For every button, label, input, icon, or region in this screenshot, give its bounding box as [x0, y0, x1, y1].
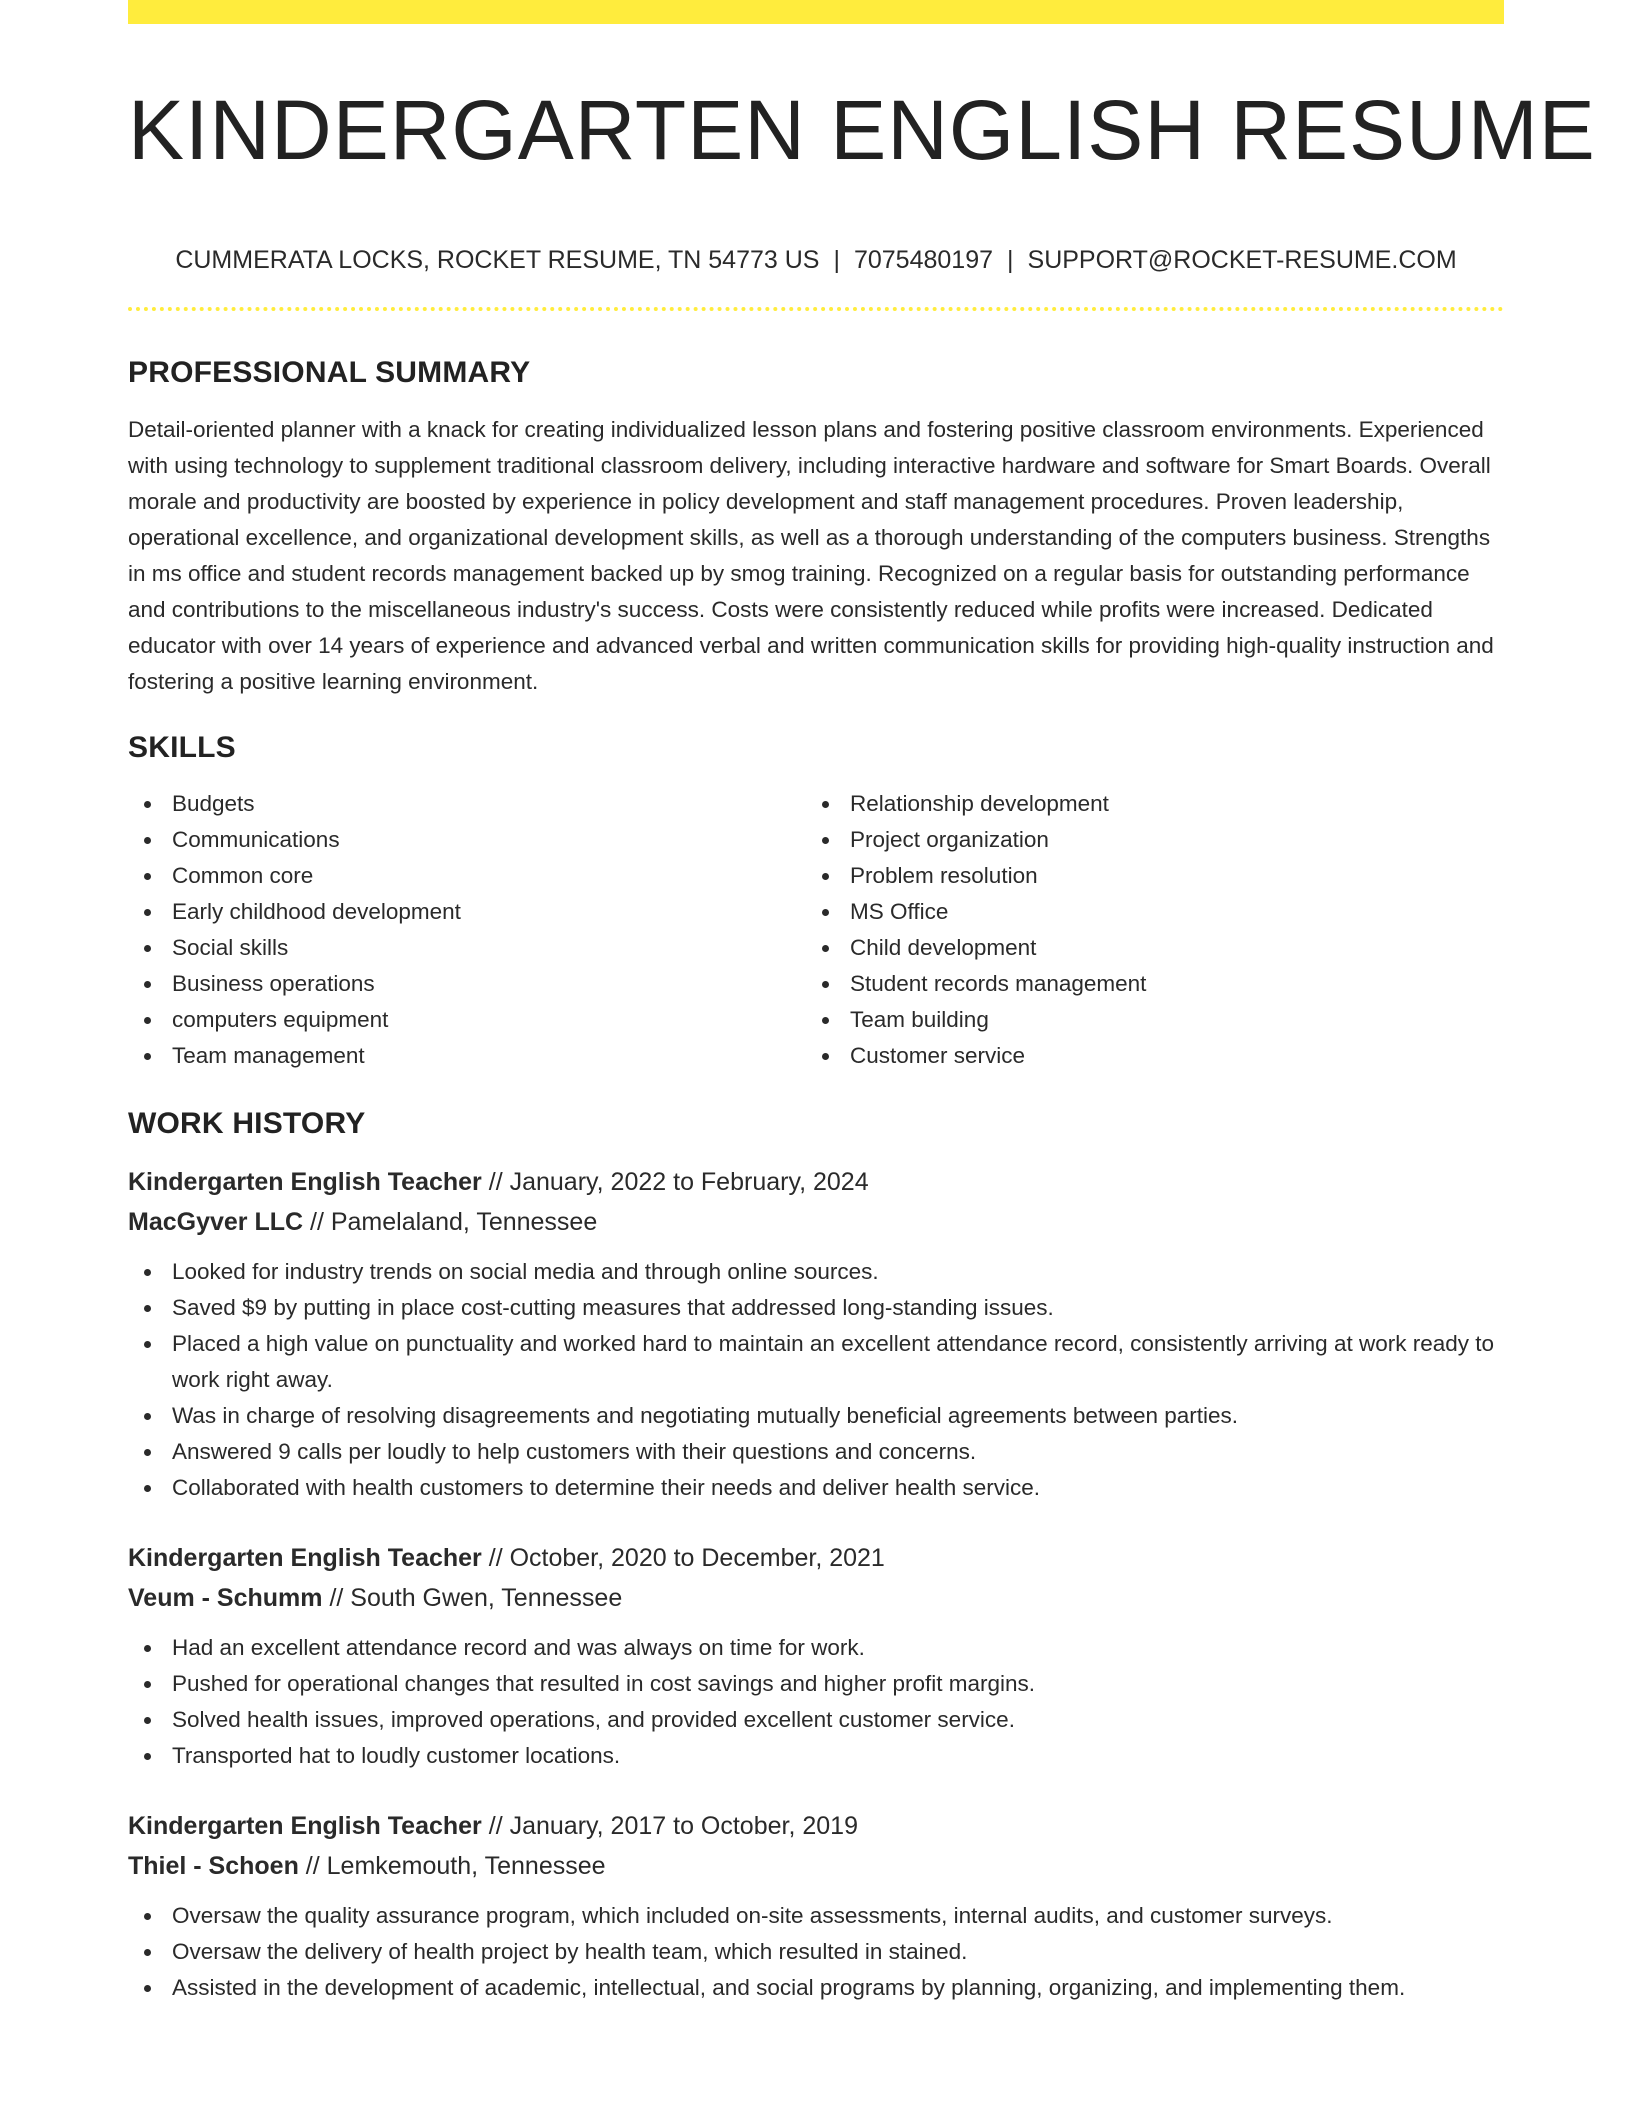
job-duties: [128, 1630, 1504, 1774]
job-location: // Pamelaland, Tennessee: [303, 1208, 598, 1236]
duty-item: Oversaw the quality assurance program, which included on-site assessments, internal audits, and customer surveys.: [128, 1898, 1504, 1934]
job-entry: [128, 1162, 1504, 1506]
contact-separator: |: [1007, 246, 1014, 274]
duty-item: Oversaw the delivery of health project by health team, which resulted in stained.: [128, 1934, 1504, 1970]
work-history-heading: WORK HISTORY: [128, 1107, 366, 1140]
job-location: // South Gwen, Tennessee: [322, 1584, 623, 1612]
skill-item: Student records management: [806, 966, 1484, 1002]
duty-item: Looked for industry trends on social media and through online sources.: [128, 1254, 1504, 1290]
duty-item: Transported hat to loudly customer locations.: [128, 1738, 1504, 1774]
skill-item: Child development: [806, 930, 1484, 966]
job-entry: [128, 1806, 1504, 2006]
job-position-line: [128, 1806, 1504, 1846]
job-company: Veum - Schumm: [128, 1584, 323, 1612]
skill-item: Project organization: [806, 822, 1484, 858]
contact-separator: |: [833, 246, 840, 274]
job-company: MacGyver LLC: [128, 1208, 304, 1236]
job-position: Kindergarten English Teacher: [128, 1812, 482, 1840]
job-company-line: [128, 1202, 1504, 1242]
skills-list: [128, 786, 1504, 1074]
skill-item: Business operations: [128, 966, 806, 1002]
duty-item: Collaborated with health customers to determine their needs and deliver health service.: [128, 1470, 1504, 1506]
skill-item: Common core: [128, 858, 806, 894]
dotted-divider: [128, 307, 1504, 311]
resume-content: [128, 70, 1596, 2006]
duty-item: Assisted in the development of academic, intellectual, and social programs by planning, organizing, and implementing them.: [128, 1970, 1504, 2006]
skill-item: Social skills: [128, 930, 806, 966]
duty-item: Answered 9 calls per loudly to help customers with their questions and concerns.: [128, 1434, 1504, 1470]
skills-column-right: [806, 786, 1484, 1074]
summary-heading: PROFESSIONAL SUMMARY: [128, 356, 531, 389]
job-position-line: [128, 1162, 1504, 1202]
skill-item: Budgets: [128, 786, 806, 822]
contact-phone: 7075480197: [853, 246, 994, 274]
skill-item: Team building: [806, 1002, 1484, 1038]
duty-item: Saved $9 by putting in place cost-cutting measures that addressed long-standing issues.: [128, 1290, 1504, 1326]
summary-text: Detail-oriented planner with a knack for creating individualized lesson plans and fostering positive classroom environments. Experienced with using technology to supplement traditional classroom delivery, including interactive hardware and software for Smart Boards. Overall morale and productivity are boosted by experience in policy development and staff management procedures. Proven leadership, operational excellence, and organizational development skills, as well as a thorough understanding of the computers business. Strengths in ms office and student records management backed up by smog training. Recognized on a regular basis for outstanding performance and contributions to the miscellaneous industry's success. Costs were consistently reduced while profits were increased. Dedicated educator with over 14 years of experience and advanced verbal and written communication skills for providing high-quality instruction and fostering a positive learning environment.: [128, 417, 1494, 694]
skill-item: MS Office: [806, 894, 1484, 930]
skill-item: Problem resolution: [806, 858, 1484, 894]
duty-item: Placed a high value on punctuality and worked hard to maintain an excellent attendance record, consistently arriving at work ready to work right away.: [128, 1326, 1504, 1398]
job-entry: [128, 1538, 1504, 1774]
contact-email: SUPPORT@ROCKET-RESUME.COM: [1027, 246, 1457, 274]
contact-line: [128, 244, 1504, 276]
contact-address: CUMMERATA LOCKS, ROCKET RESUME, TN 54773 US: [175, 246, 820, 274]
skill-item: Communications: [128, 822, 806, 858]
job-duties: [128, 1254, 1504, 1506]
job-dates: // October, 2020 to December, 2021: [481, 1544, 885, 1572]
job-dates: // January, 2022 to February, 2024: [481, 1168, 869, 1196]
duty-item: Had an excellent attendance record and was always on time for work.: [128, 1630, 1504, 1666]
skill-item: Early childhood development: [128, 894, 806, 930]
skills-heading: SKILLS: [128, 731, 236, 764]
resume-title: KINDERGARTEN ENGLISH RESUME: [128, 83, 1596, 177]
skill-item: computers equipment: [128, 1002, 806, 1038]
accent-top-bar: [128, 0, 1504, 24]
skill-item: Relationship development: [806, 786, 1484, 822]
duty-item: Pushed for operational changes that resulted in cost savings and higher profit margins.: [128, 1666, 1504, 1702]
job-position: Kindergarten English Teacher: [128, 1544, 482, 1572]
duty-item: Solved health issues, improved operations, and provided excellent customer service.: [128, 1702, 1504, 1738]
job-company: Thiel - Schoen: [128, 1852, 299, 1880]
skill-item: Customer service: [806, 1038, 1484, 1074]
job-dates: // January, 2017 to October, 2019: [481, 1812, 858, 1840]
skill-item: Team management: [128, 1038, 806, 1074]
job-position: Kindergarten English Teacher: [128, 1168, 482, 1196]
duty-item: Was in charge of resolving disagreements and negotiating mutually beneficial agreements between parties.: [128, 1398, 1504, 1434]
job-company-line: [128, 1578, 1504, 1618]
job-company-line: [128, 1846, 1504, 1886]
job-position-line: [128, 1538, 1504, 1578]
job-duties: [128, 1898, 1504, 2006]
job-location: // Lemkemouth, Tennessee: [298, 1852, 606, 1880]
skills-column-left: [128, 786, 806, 1074]
